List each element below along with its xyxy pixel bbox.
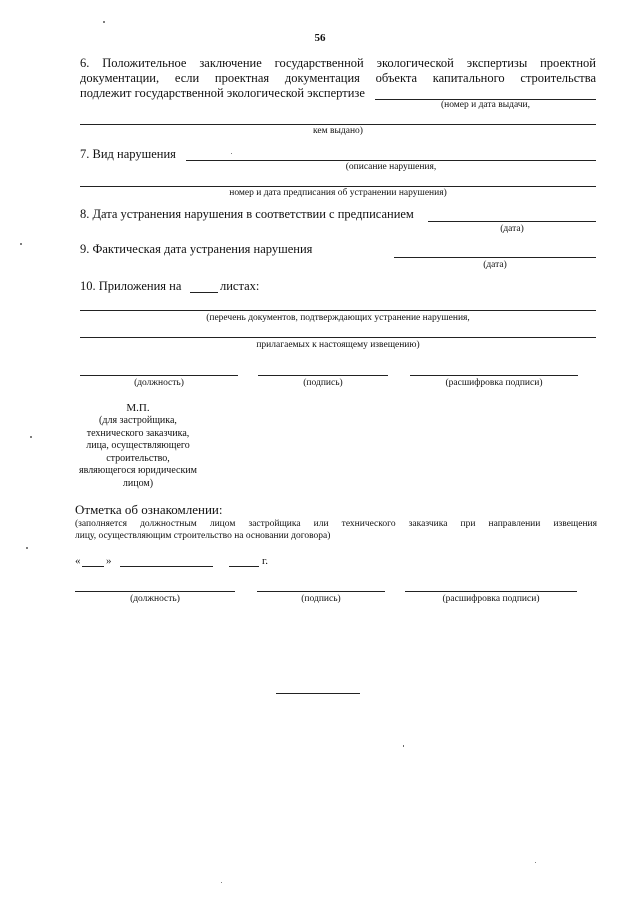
item6-caption1: (номер и дата выдачи, (440, 100, 531, 110)
sig1-decoding-caption: (расшифровка подписи) (445, 378, 543, 388)
date-quote-close: » (106, 555, 112, 567)
item10-caption1: (перечень документов, подтверждающих устранение нарушения, (206, 313, 470, 323)
sig2-position-line (75, 591, 235, 592)
item8-fill-line (428, 221, 596, 222)
ack-note-line2: лицу, осуществляющим строительство на основании договора) (75, 531, 331, 541)
item6-line1: 6. Положительное заключение государственной экологической экспертизы проектной (80, 56, 596, 70)
sig2-position-caption: (должность) (130, 594, 180, 604)
item10-fill-line-2 (80, 337, 596, 338)
item8-caption: (дата) (500, 224, 524, 234)
stamp-line-2: (для застройщика, (99, 415, 177, 426)
item7-label: 7. Вид нарушения (80, 147, 176, 161)
stamp-line-7: лицом) (122, 477, 154, 489)
scan-speck (20, 243, 22, 245)
item7-fill-line (186, 160, 596, 161)
sig1-signature-line (258, 375, 388, 376)
item6-caption2: кем выдано) (313, 126, 363, 136)
item6-fill-line-2 (80, 124, 596, 125)
date-day-line (82, 566, 104, 567)
date-quote-open: « (75, 555, 81, 567)
stamp-line-4: лица, осуществляющего (86, 440, 190, 451)
sig2-signature-line (257, 591, 385, 592)
sig2-decoding-line (405, 591, 577, 592)
sig1-decoding-line (410, 375, 578, 376)
item6-line3: подлежит государственной экологической экспертизе (80, 86, 365, 100)
item9-label: 9. Фактическая дата устранения нарушения (80, 242, 313, 256)
sig1-position-caption: (должность) (134, 378, 184, 388)
sig1-signature-caption: (подпись) (303, 378, 343, 388)
item10-label-a: 10. Приложения на (80, 279, 182, 293)
item9-fill-line (394, 257, 596, 258)
stamp-line-3: технического заказчика, (86, 427, 190, 439)
item7-fill-line-2 (80, 186, 596, 187)
closing-rule (276, 693, 360, 694)
item6-line2: документации, если проектная документация объекта капитального строительства (80, 71, 596, 85)
item10-caption2: прилагаемых к настоящему извещению) (256, 340, 420, 350)
stamp-line-1: М.П. (126, 402, 150, 414)
scan-speck (535, 862, 536, 863)
sig2-signature-caption: (подпись) (301, 594, 341, 604)
item8-label: 8. Дата устранения нарушения в соответствии с предписанием (80, 207, 414, 221)
ack-title: Отметка об ознакомлении: (75, 502, 223, 517)
scan-speck (103, 21, 105, 23)
date-year-line (229, 566, 259, 567)
item10-fill-line (80, 310, 596, 311)
scan-speck (403, 745, 404, 747)
item7-caption1: (описание нарушения, (345, 162, 437, 172)
ack-note-line1: (заполняется должностным лицом застройщика или технического заказчика при направлении извещения (75, 519, 597, 529)
stamp-line-6: являющегося юридическим (79, 465, 197, 476)
date-year-suffix: г. (262, 555, 269, 567)
item10-label-b: листах: (220, 279, 260, 293)
sig1-position-line (80, 375, 238, 376)
item10-sheets-line (190, 292, 218, 293)
item7-caption2: номер и дата предписания об устранении нарушения) (229, 188, 447, 198)
stamp-block (72, 402, 204, 490)
scan-speck (26, 547, 28, 549)
item9-caption: (дата) (483, 260, 507, 270)
stamp-line-5: строительство, (106, 452, 170, 464)
page-number: 56 (314, 32, 326, 44)
sig2-decoding-caption: (расшифровка подписи) (442, 594, 540, 604)
scan-speck (30, 436, 32, 438)
date-month-line (120, 566, 213, 567)
scan-speck (231, 153, 232, 154)
scan-speck (221, 882, 222, 883)
